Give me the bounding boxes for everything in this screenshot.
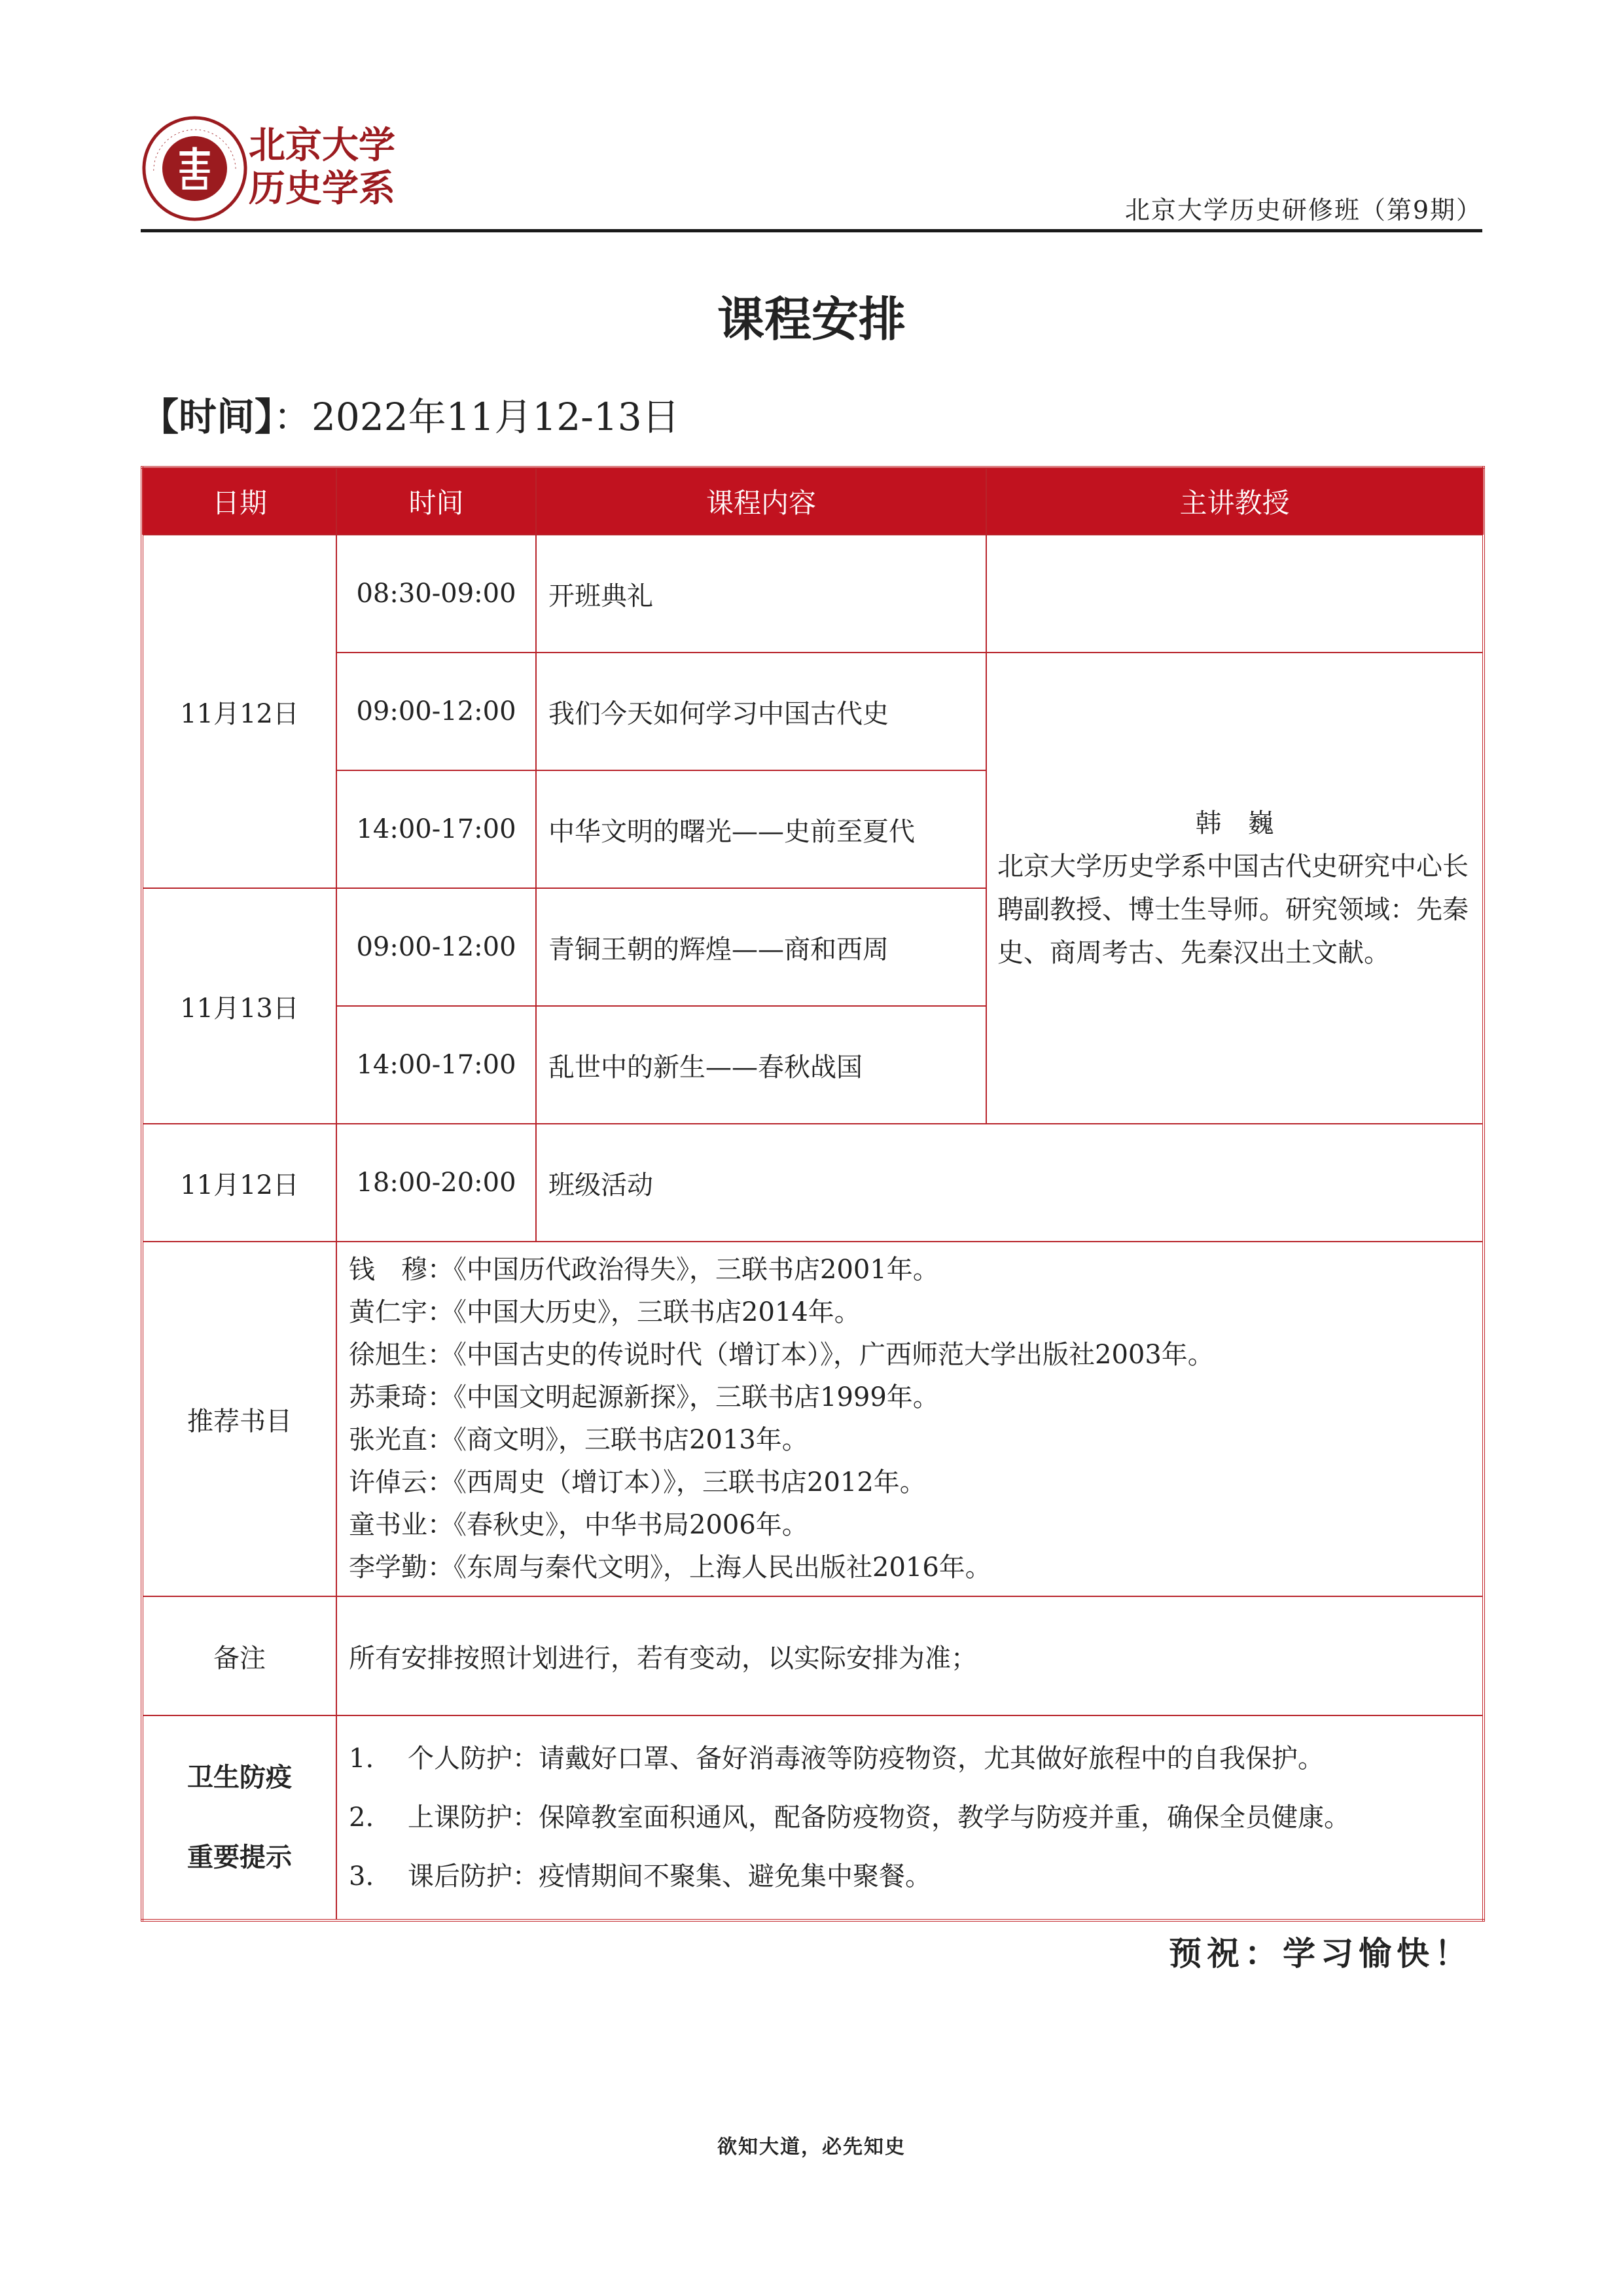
org-name-line1: 北京大学	[249, 124, 395, 167]
header-content: 课程内容	[536, 467, 986, 535]
time-cell: 09:00-12:00	[336, 888, 536, 1006]
note-row	[142, 1596, 1484, 1715]
tip-text: 上课防护：保障教室面积通风，配备防疫物资，教学与防疫并重，确保全员健康。	[408, 1803, 1350, 1833]
list-item: 童书业：《春秋史》，中华书局2006年。	[349, 1510, 808, 1540]
note-text: 所有安排按照计划进行，若有变动，以实际安排为准；	[336, 1596, 1484, 1715]
list-item	[349, 1729, 1471, 1788]
content-cell: 开班典礼	[536, 535, 986, 653]
lecturer-bio: 北京大学历史学系中国古代史研究中心长聘副教授、博士生导师。研究领域：先秦史、商周考古、先秦汉出土文献。	[997, 852, 1469, 968]
books-list	[336, 1242, 1484, 1596]
time-label: 【时间】	[141, 395, 274, 439]
list-item: 徐旭生：《中国古史的传说时代（增订本）》，广西师范大学出版社2003年。	[349, 1340, 1214, 1370]
header-lecturer: 主讲教授	[986, 467, 1484, 535]
header-divider	[141, 229, 1482, 232]
header-time: 时间	[336, 467, 536, 535]
closing-wish: 预祝：学习愉快！	[1169, 1934, 1472, 1973]
time-cell: 08:30-09:00	[336, 535, 536, 653]
pku-history-logo	[141, 115, 249, 223]
health-label-line2: 重要提示	[187, 1842, 292, 1873]
time-cell: 14:00-17:00	[336, 770, 536, 888]
list-item	[349, 1847, 1471, 1906]
lecturer-empty-cell	[986, 535, 1484, 653]
table-header-row	[142, 467, 1484, 535]
org-name-line2: 历史学系	[249, 168, 395, 210]
page-title: 课程安排	[717, 292, 906, 347]
health-label	[142, 1715, 336, 1920]
time-value: ：2022年11月12-13日	[274, 395, 680, 439]
list-item: 张光直：《商文明》，三联书店2013年。	[349, 1425, 808, 1455]
header-date: 日期	[142, 467, 336, 535]
note-label: 备注	[142, 1596, 336, 1715]
footer-motto: 欲知大道，必先知史	[717, 2136, 906, 2159]
time-cell: 09:00-12:00	[336, 653, 536, 770]
tip-number: 1.	[349, 1744, 374, 1774]
list-item: 苏秉琦：《中国文明起源新探》，三联书店1999年。	[349, 1382, 939, 1412]
schedule-time	[141, 386, 680, 441]
table-row	[142, 1124, 1484, 1242]
date-cell: 11月13日	[142, 888, 336, 1124]
content-cell: 班级活动	[536, 1124, 1484, 1242]
tip-text: 个人防护：请戴好口罩、备好消毒液等防疫物资，尤其做好旅程中的自我保护。	[408, 1744, 1324, 1774]
lecturer-name: 韩巍	[1195, 808, 1300, 838]
list-item: 李学勤：《东周与秦代文明》，上海人民出版社2016年。	[349, 1552, 991, 1583]
health-label-line1: 卫生防疫	[187, 1763, 292, 1793]
list-item: 许倬云：《西周史（增订本）》，三联书店2012年。	[349, 1467, 926, 1498]
tip-text: 课后防护：疫情期间不聚集、避免集中聚餐。	[408, 1861, 931, 1892]
lecturer-cell	[986, 653, 1484, 1124]
tip-number: 2.	[349, 1803, 374, 1833]
books-row	[142, 1242, 1484, 1596]
org-name	[249, 124, 395, 211]
books-label: 推荐书目	[142, 1242, 336, 1596]
table-row	[142, 535, 1484, 653]
program-name: 北京大学历史研修班（第9期）	[1124, 196, 1482, 224]
content-cell: 中华文明的曙光——史前至夏代	[536, 770, 986, 888]
date-cell: 11月12日	[142, 1124, 336, 1242]
date-cell: 11月12日	[142, 535, 336, 888]
health-tips	[336, 1715, 1484, 1920]
list-item: 黄仁宇：《中国大历史》，三联书店2014年。	[349, 1297, 861, 1327]
content-cell: 青铜王朝的辉煌——商和西周	[536, 888, 986, 1006]
time-cell: 14:00-17:00	[336, 1006, 536, 1124]
table-row	[142, 653, 1484, 770]
list-item: 钱 穆：《中国历代政治得失》，三联书店2001年。	[349, 1255, 939, 1285]
schedule-table	[141, 466, 1485, 1922]
list-item	[349, 1788, 1471, 1847]
content-cell: 我们今天如何学习中国古代史	[536, 653, 986, 770]
content-cell: 乱世中的新生——春秋战国	[536, 1006, 986, 1124]
tip-number: 3.	[349, 1861, 374, 1892]
health-row	[142, 1715, 1484, 1920]
time-cell: 18:00-20:00	[336, 1124, 536, 1242]
